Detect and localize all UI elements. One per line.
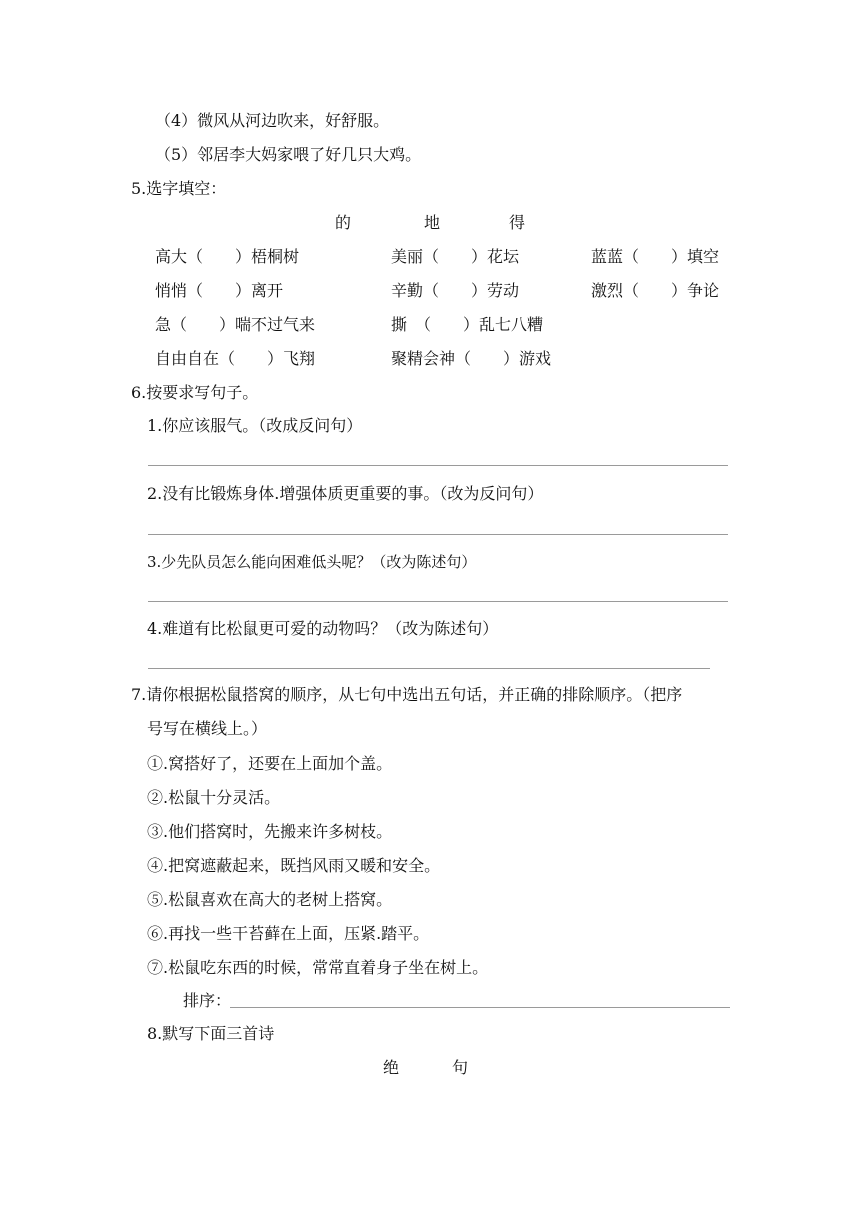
q5-title: 5.选字填空： — [131, 179, 227, 198]
q4-item-4: （4）微风从河边吹来，好舒服。 — [155, 111, 390, 130]
q4-item-5: （5）邻居李大妈家喂了好几只大鸡。 — [155, 145, 422, 164]
q5-blank[interactable]: 悄悄（ ）离开 — [155, 281, 284, 300]
q6-item-4: 4.难道有比松鼠更可爱的动物吗？（改为陈述句） — [147, 619, 499, 638]
q6-item-1: 1.你应该服气。（改成反问句） — [147, 416, 363, 435]
q5-choice-di: 地 — [424, 213, 441, 232]
q5-blank[interactable]: 自由自在（ ）飞翔 — [155, 349, 316, 368]
q5-blank[interactable]: 美丽（ ）花坛 — [391, 247, 520, 266]
q5-blank[interactable]: 聚精会神（ ）游戏 — [391, 349, 552, 368]
q7-sentence-1: ①.窝搭好了，还要在上面加个盖。 — [147, 754, 393, 773]
q5-blank[interactable]: 撕 （ ）乱七八糟 — [391, 315, 544, 334]
q5-choice-de: 的 — [335, 213, 352, 232]
q7-title-line-2: 号写在横线上。） — [147, 719, 268, 738]
q6-title: 6.按要求写句子。 — [131, 383, 259, 402]
q7-sentence-3: ③.他们搭窝时，先搬来许多树枝。 — [147, 822, 393, 841]
q5-blank[interactable]: 高大（ ）梧桐树 — [155, 247, 300, 266]
q7-sentence-7: ⑦.松鼠吃东西的时候，常常直着身子坐在树上。 — [147, 958, 489, 977]
q8-title: 8.默写下面三首诗 — [147, 1024, 275, 1043]
q6-answer-line-3[interactable] — [148, 601, 728, 602]
q7-title-line-1: 7.请你根据松鼠搭窝的顺序，从七句中选出五句话，并正确的排除顺序。（把序 — [131, 685, 683, 704]
q7-order-answer-line[interactable] — [230, 1007, 730, 1008]
q7-sentence-6: ⑥.再找一些干苔藓在上面，压紧.踏平。 — [147, 924, 430, 943]
q6-item-3: 3.少先队员怎么能向困难低头呢？（改为陈述句） — [147, 553, 477, 571]
q7-order-label: 排序： — [183, 991, 232, 1010]
q7-sentence-4: ④.把窝遮蔽起来，既挡风雨又暖和安全。 — [147, 856, 441, 875]
q5-blank[interactable]: 蓝蓝（ ）填空 — [591, 247, 720, 266]
q5-blank[interactable]: 辛勤（ ）劳动 — [391, 281, 520, 300]
q6-answer-line-2[interactable] — [148, 534, 728, 535]
q5-blank[interactable]: 激烈（ ）争论 — [591, 281, 720, 300]
q6-item-2: 2.没有比锻炼身体.增强体质更重要的事。（改为反问句） — [147, 484, 544, 503]
q7-sentence-2: ②.松鼠十分灵活。 — [147, 788, 281, 807]
q6-answer-line-1[interactable] — [148, 465, 728, 466]
q7-sentence-5: ⑤.松鼠喜欢在高大的老树上搭窝。 — [147, 890, 393, 909]
q5-choice-dei: 得 — [509, 213, 526, 232]
poem-title-char-2: 句 — [452, 1058, 469, 1077]
q6-answer-line-4[interactable] — [148, 668, 710, 669]
poem-title-char-1: 绝 — [383, 1058, 400, 1077]
q5-blank[interactable]: 急（ ）喘不过气来 — [155, 315, 316, 334]
